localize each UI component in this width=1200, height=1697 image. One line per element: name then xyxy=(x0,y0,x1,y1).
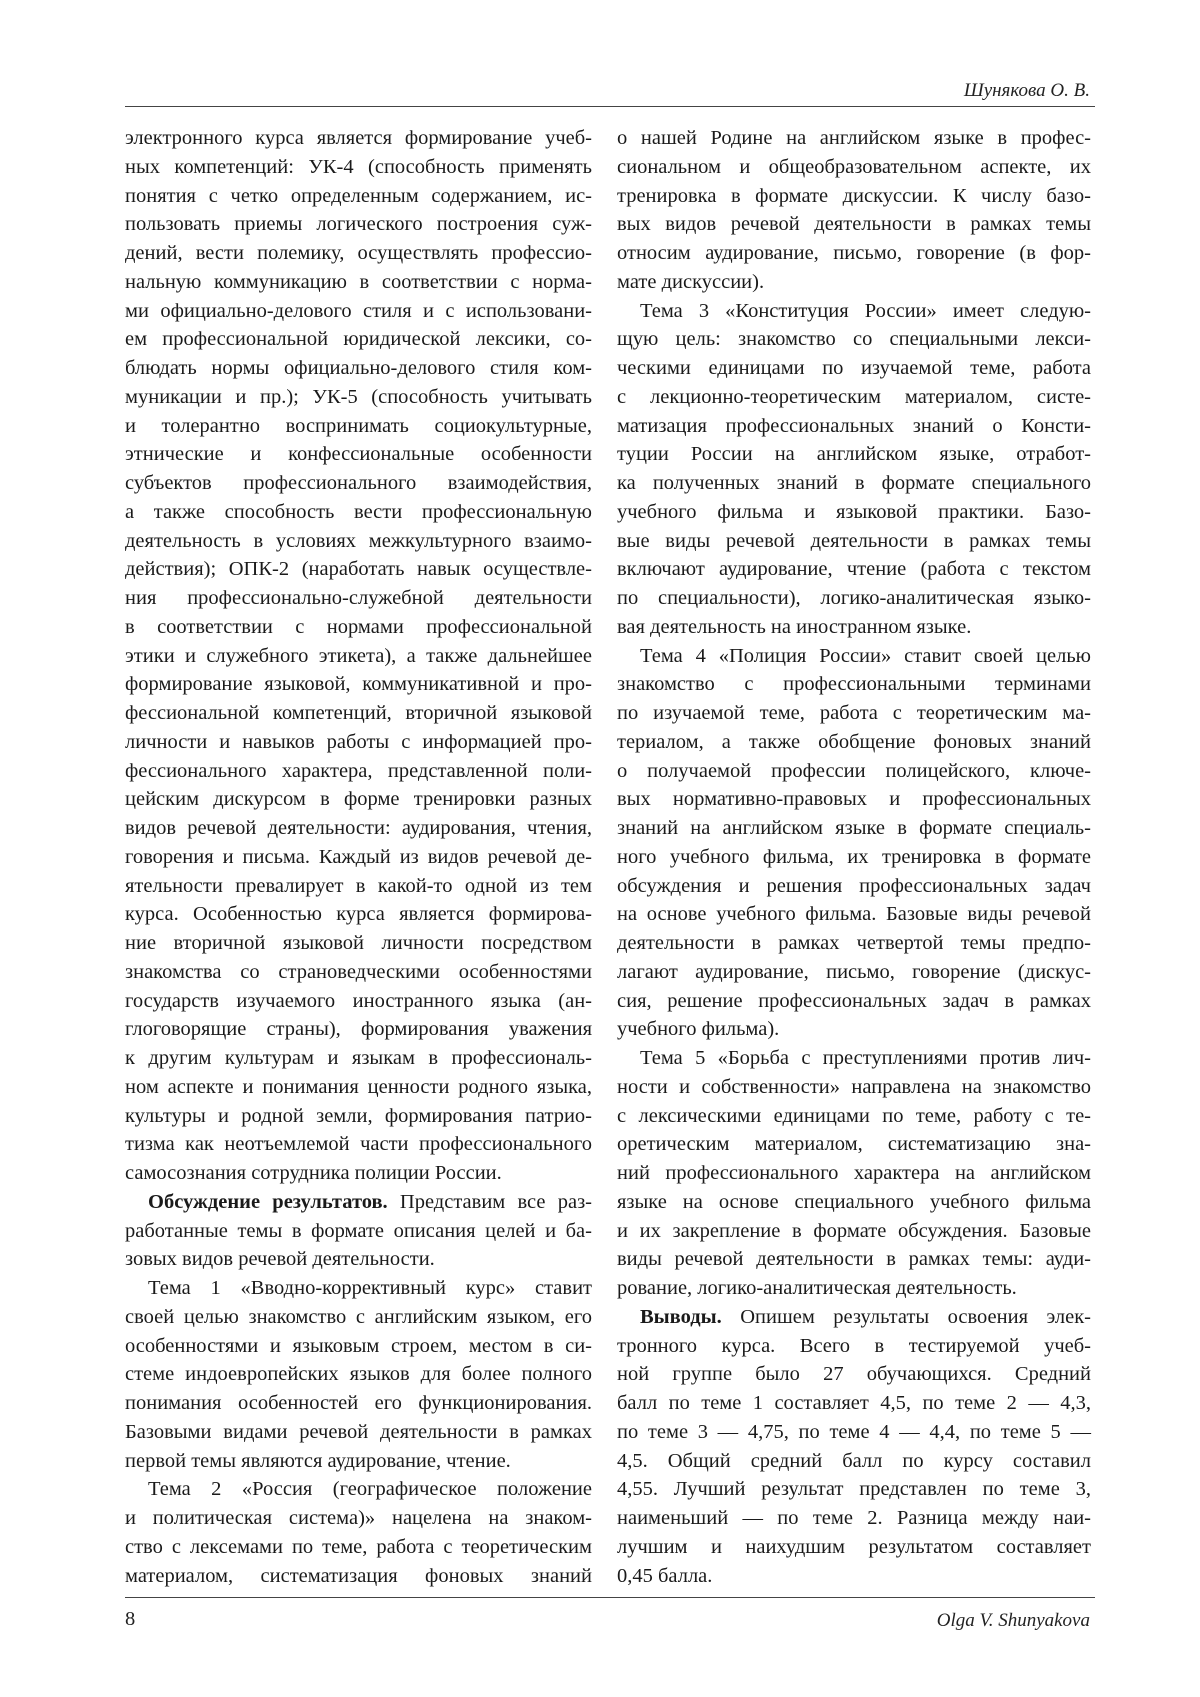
text-run: зовых видов речевой деятельности. xyxy=(125,1248,435,1271)
text-line xyxy=(125,1159,592,1188)
text-line xyxy=(125,785,592,814)
text-run: ка полученных знаний в формате специального xyxy=(617,472,1091,494)
text-run: по специальности), логико-аналитическая языко- xyxy=(617,587,1091,609)
text-run: 4,5. Общий средний балл по курсу составил xyxy=(617,1449,1091,1472)
text-line xyxy=(617,527,1091,556)
text-run: культуры и родной земли, формирования патрио- xyxy=(125,1104,592,1127)
text-run: понятия с четко определенным содержанием, ис- xyxy=(125,184,592,207)
text-line xyxy=(125,843,592,872)
text-line xyxy=(617,1159,1091,1188)
text-run: и политическая система)» нацелена на знаком- xyxy=(125,1507,592,1529)
text-run: Тема 5 «Борьба с преступлениями против лич- xyxy=(640,1047,1091,1069)
text-line xyxy=(617,728,1091,757)
text-run: знаний на английском языке в формате специаль- xyxy=(617,817,1091,839)
text-line xyxy=(617,239,1091,268)
text-line xyxy=(617,1332,1091,1361)
text-line xyxy=(125,1274,592,1303)
text-line xyxy=(125,1360,592,1389)
text-run: териалом, а также обобщение фоновых знаний xyxy=(617,730,1091,753)
text-run: ем профессиональной юридической лексики, со- xyxy=(125,328,592,351)
text-line xyxy=(125,268,592,297)
text-run: Опишем результаты освоения элек- xyxy=(721,1305,1091,1328)
text-run: самосознания сотрудника полиции России. xyxy=(125,1162,502,1184)
text-line xyxy=(125,1389,592,1418)
text-run: фессиональной компетенций, вторичной языковой xyxy=(125,702,592,724)
text-run: к другим культурам и языкам в профессиональ- xyxy=(125,1047,592,1069)
text-line xyxy=(617,498,1091,527)
text-line xyxy=(125,527,592,556)
text-run: туции России на английском языке, отработ- xyxy=(617,443,1091,466)
text-run: лучшим и наихудшим результатом составляет xyxy=(617,1535,1091,1558)
text-run: действия); ОПК-2 (наработать навык осуществле- xyxy=(125,558,592,581)
text-run: говорения и письма. Каждый из видов речевой де- xyxy=(125,845,592,868)
text-run: фессионального характера, представленной поли- xyxy=(125,759,592,782)
text-run: ном аспекте и понимания ценности родного языка, xyxy=(125,1075,592,1098)
text-run: по изучаемой теме, работа с теоретическим ма- xyxy=(617,702,1091,724)
text-line xyxy=(617,268,1091,297)
right-text-column xyxy=(617,124,1091,1590)
text-line xyxy=(617,843,1091,872)
text-run: пользовать приемы логического построения суж- xyxy=(125,213,592,236)
text-run: вых видов речевой деятельности в рамках темы xyxy=(617,213,1091,236)
text-line xyxy=(617,900,1091,929)
text-run: тронного курса. Всего в тестируемой учеб- xyxy=(617,1334,1091,1357)
text-run: понимания особенностей его функционирования. xyxy=(125,1392,592,1414)
text-run: муникации и пр.); УК-5 (способность учитывать xyxy=(125,385,592,408)
text-line xyxy=(125,1504,592,1533)
text-line xyxy=(125,613,592,642)
text-run: щую цель: знакомство со специальными лекси- xyxy=(617,328,1091,351)
text-line xyxy=(617,297,1091,326)
text-line xyxy=(125,1044,592,1073)
text-line xyxy=(617,584,1091,613)
text-line xyxy=(617,987,1091,1016)
text-run: деятельности в рамках четвертой темы предпо- xyxy=(617,932,1091,954)
text-run: ния профессионально-служебной деятельности xyxy=(125,587,592,609)
text-line xyxy=(125,239,592,268)
text-line xyxy=(617,872,1091,901)
text-line xyxy=(617,929,1091,958)
text-run: дений, вести полемику, осуществлять профессио- xyxy=(125,242,592,264)
text-line xyxy=(125,412,592,441)
text-line xyxy=(125,1562,592,1591)
text-run: наименьший — по теме 2. Разница между наи- xyxy=(617,1507,1091,1529)
text-run: а также способность вести профессиональную xyxy=(125,500,592,523)
text-run: курса. Особенностью курса является формирова- xyxy=(125,903,592,926)
text-line xyxy=(617,1389,1091,1418)
text-line xyxy=(617,670,1091,699)
text-line xyxy=(125,987,592,1016)
text-line xyxy=(617,412,1091,441)
text-line xyxy=(125,1217,592,1246)
text-run: сия, решение профессиональных задач в рамках xyxy=(617,989,1091,1012)
text-run: о получаемой профессии полицейского, ключе- xyxy=(617,759,1091,782)
text-run: учебного фильма и языковой практики. Базо- xyxy=(617,500,1091,523)
text-line xyxy=(125,814,592,843)
text-run: виды речевой деятельности в рамках темы: ауди- xyxy=(617,1248,1091,1271)
text-line xyxy=(617,785,1091,814)
text-run: ческими единицами по изучаемой теме, работа xyxy=(617,357,1091,379)
text-line xyxy=(125,555,592,584)
text-line xyxy=(125,1533,592,1562)
text-line xyxy=(617,210,1091,239)
text-run: с лекционно-теоретическим материалом, систе- xyxy=(617,385,1091,408)
text-line xyxy=(125,325,592,354)
text-run: обсуждения и решения профессиональных задач xyxy=(617,874,1091,897)
text-line xyxy=(617,1504,1091,1533)
header-rule xyxy=(125,106,1095,107)
text-run: Тема 4 «Полиция России» ставит своей целью xyxy=(640,644,1091,667)
bold-lead-in: Обсуждение результатов. xyxy=(148,1190,388,1213)
text-run: государств изучаемого иностранного языка (ан- xyxy=(125,989,592,1012)
text-line xyxy=(125,1245,592,1274)
text-line xyxy=(617,613,1091,642)
text-run: этики и служебного этикета), а также дальнейшее xyxy=(125,644,592,667)
text-run: ми официально-делового стиля и с использовани- xyxy=(125,299,592,322)
text-line xyxy=(617,354,1091,383)
text-run: ние вторичной языковой личности посредством xyxy=(125,932,592,954)
text-line xyxy=(617,958,1091,987)
text-line xyxy=(617,1360,1091,1389)
text-line xyxy=(125,1475,592,1504)
text-line xyxy=(617,1102,1091,1131)
text-line xyxy=(125,1188,592,1217)
text-run: нальную коммуникацию в соответствии с норма- xyxy=(125,270,592,293)
text-line xyxy=(125,757,592,786)
text-line xyxy=(125,1130,592,1159)
text-line xyxy=(617,1533,1091,1562)
text-run: личности и навыков работы с информацией про- xyxy=(125,730,592,753)
text-line xyxy=(617,1418,1091,1447)
text-run: ной группе было 27 обучающихся. Средний xyxy=(617,1363,1091,1386)
text-line xyxy=(125,440,592,469)
text-line xyxy=(617,1073,1091,1102)
text-line xyxy=(125,1332,592,1361)
text-line xyxy=(617,1562,1091,1591)
text-line xyxy=(617,440,1091,469)
text-run: сиональном и общеобразовательном аспекте, их xyxy=(617,155,1091,178)
text-run: материалом, систематизация фоновых знаний xyxy=(125,1564,592,1587)
text-run: ятельности превалирует в какой-то одной из тем xyxy=(125,874,592,897)
text-run: знакомство с профессиональными терминами xyxy=(617,673,1091,696)
text-run: матизация профессиональных знаний о Консти- xyxy=(617,414,1091,437)
text-line xyxy=(617,1475,1091,1504)
text-run: включают аудирование, чтение (работа с текстом xyxy=(617,558,1091,581)
text-line xyxy=(617,124,1091,153)
text-line xyxy=(617,1217,1091,1246)
text-line xyxy=(125,1073,592,1102)
text-run: 4,55. Лучший результат представлен по теме 3, xyxy=(617,1478,1091,1501)
text-run: субъектов профессионального взаимодействия, xyxy=(125,472,592,494)
text-line xyxy=(125,900,592,929)
text-line xyxy=(125,670,592,699)
text-line xyxy=(617,383,1091,412)
text-line xyxy=(125,498,592,527)
text-run: рование, логико-аналитическая деятельность. xyxy=(617,1277,1017,1299)
text-line xyxy=(125,1102,592,1131)
text-run: первой темы являются аудирование, чтение. xyxy=(125,1449,511,1472)
text-run: ство с лексемами по теме, работа с теоретическим xyxy=(125,1535,592,1558)
text-run: формирование языковой, коммуникативной и про- xyxy=(125,673,592,696)
text-run: языке на основе специального учебного фильма xyxy=(617,1190,1091,1213)
text-line xyxy=(125,210,592,239)
text-run: и толерантно воспринимать социокультурные, xyxy=(125,414,592,437)
text-run: видов речевой деятельности: аудирования, чтения, xyxy=(125,817,592,839)
text-run: Базовыми видами речевой деятельности в рамках xyxy=(125,1420,592,1443)
text-line xyxy=(125,1447,592,1476)
text-line xyxy=(617,153,1091,182)
text-line xyxy=(617,325,1091,354)
text-run: учебного фильма). xyxy=(617,1018,780,1041)
text-line xyxy=(125,182,592,211)
text-line xyxy=(617,1188,1091,1217)
text-run: и их закрепление в формате обсуждения. Базовые xyxy=(617,1219,1091,1242)
text-run: оретическим материалом, систематизацию зна- xyxy=(617,1133,1091,1156)
text-run: с лексическими единицами по теме, работу с те- xyxy=(617,1104,1091,1127)
text-run: Тема 1 «Вводно-коррективный курс» ставит xyxy=(148,1277,592,1299)
text-run: 0,45 балла. xyxy=(617,1564,713,1587)
text-line xyxy=(617,182,1091,211)
text-run: этнические и конфессиональные особенности xyxy=(125,443,592,466)
text-run: знакомства со страноведческими особенностями xyxy=(125,960,592,983)
text-line xyxy=(617,1044,1091,1073)
text-line xyxy=(617,1130,1091,1159)
text-line xyxy=(617,1274,1091,1303)
text-line xyxy=(125,872,592,901)
text-run: ности и собственности» направлена на знакомство xyxy=(617,1075,1091,1098)
text-line xyxy=(125,124,592,153)
text-line xyxy=(125,469,592,498)
text-run: ний профессионального характера на английском xyxy=(617,1162,1091,1184)
text-line xyxy=(125,297,592,326)
text-run: ного учебного фильма, их тренировка в формате xyxy=(617,845,1091,868)
text-run: относим аудирование, письмо, говорение (в фор- xyxy=(617,242,1091,264)
text-run: вые виды речевой деятельности в рамках темы xyxy=(617,529,1091,552)
text-run: Представим все раз- xyxy=(387,1190,593,1213)
text-line xyxy=(125,642,592,671)
text-run: лагают аудирование, письмо, говорение (дискус- xyxy=(617,960,1091,983)
text-run: особенностями и языковым строем, местом в си- xyxy=(125,1334,592,1357)
text-line xyxy=(617,814,1091,843)
text-line xyxy=(125,153,592,182)
text-line xyxy=(125,1303,592,1332)
text-run: мате дискуссии). xyxy=(617,270,765,293)
text-line xyxy=(617,1303,1091,1332)
text-line xyxy=(617,699,1091,728)
text-line xyxy=(125,1418,592,1447)
text-run: тизма как неотъемлемой части профессионального xyxy=(125,1133,592,1156)
text-line xyxy=(125,584,592,613)
text-run: работанные темы в формате описания целей и ба- xyxy=(125,1219,592,1242)
text-line xyxy=(125,728,592,757)
text-run: вая деятельность на иностранном языке. xyxy=(617,615,972,638)
text-line xyxy=(617,757,1091,786)
text-line xyxy=(617,642,1091,671)
text-run: стеме индоевропейских языков для более полного xyxy=(125,1363,592,1386)
text-line xyxy=(125,354,592,383)
text-line xyxy=(125,699,592,728)
running-header-author: Шунякова О. В. xyxy=(963,80,1090,101)
text-line xyxy=(125,929,592,958)
text-run: на основе учебного фильма. Базовые виды речевой xyxy=(617,903,1091,926)
text-run: блюдать нормы официально-делового стиля ком- xyxy=(125,357,592,379)
footer-rule xyxy=(125,1597,1095,1598)
text-run: Тема 3 «Конституция России» имеет следую- xyxy=(640,299,1091,322)
text-run: тренировка в формате дискуссии. К числу базо- xyxy=(617,184,1091,207)
text-run: глоговорящие страны), формирования уважения xyxy=(125,1018,592,1041)
bold-lead-in: Выводы. xyxy=(640,1305,722,1328)
text-run: о нашей Родине на английском языке в профес- xyxy=(617,127,1091,149)
text-line xyxy=(125,383,592,412)
text-run: электронного курса является формирование учеб- xyxy=(125,127,592,149)
text-line xyxy=(125,1015,592,1044)
text-run: Тема 2 «Россия (географическое положение xyxy=(148,1478,592,1501)
text-run: ных компетенций: УК-4 (способность применять xyxy=(125,155,592,178)
text-line xyxy=(617,1447,1091,1476)
text-run: в соответствии с нормами профессиональной xyxy=(125,615,592,638)
text-run: деятельность в условиях межкультурного взаимо- xyxy=(125,529,592,552)
left-text-column xyxy=(125,124,592,1590)
text-line xyxy=(617,469,1091,498)
text-run: по теме 3 — 4,75, по теме 4 — 4,4, по теме 5 — xyxy=(617,1420,1091,1443)
text-run: балл по теме 1 составляет 4,5, по теме 2 — 4,3, xyxy=(617,1392,1091,1414)
text-run: цейским дискурсом в форме тренировки разных xyxy=(125,788,592,811)
text-run: вых нормативно-правовых и профессиональных xyxy=(617,788,1091,811)
text-line xyxy=(617,555,1091,584)
page-number: 8 xyxy=(125,1608,136,1630)
text-line xyxy=(125,958,592,987)
text-line xyxy=(617,1245,1091,1274)
running-footer-author: Olga V. Shunyakova xyxy=(936,1610,1090,1631)
text-line xyxy=(617,1015,1091,1044)
text-run: своей целью знакомство с английским языком, его xyxy=(125,1305,592,1328)
